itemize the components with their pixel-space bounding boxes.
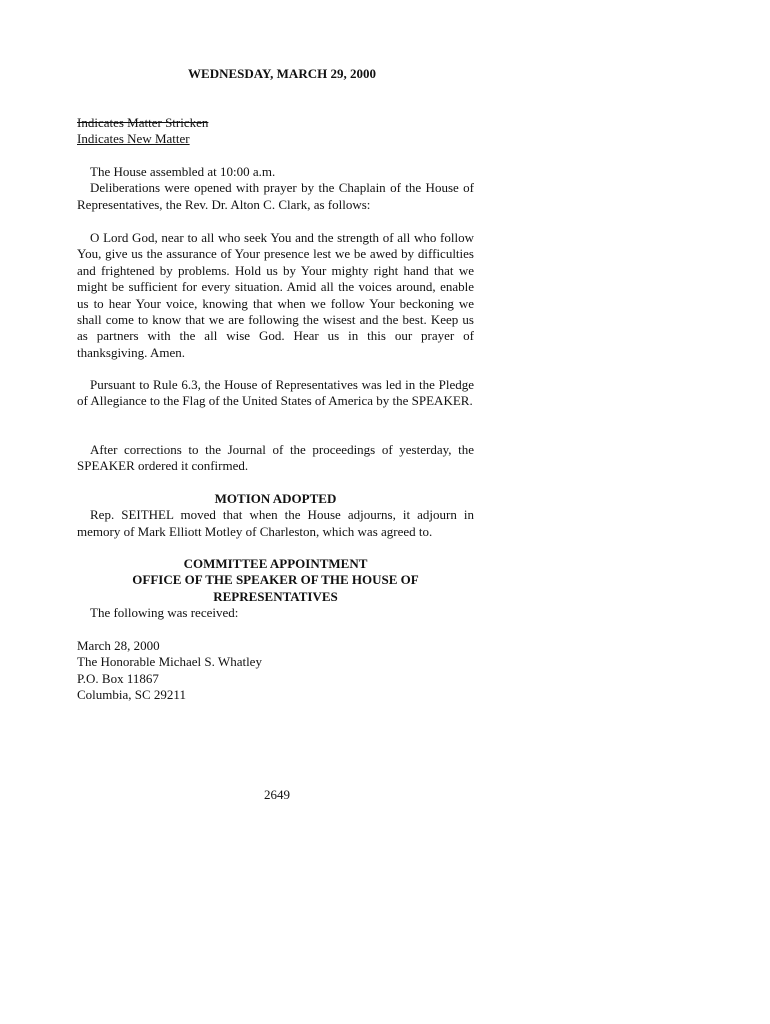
legend [77,115,474,148]
journal-section [77,442,474,475]
committee-heading-line1: COMMITTEE APPOINTMENT [183,556,368,571]
page-date-heading: WEDNESDAY, MARCH 29, 2000 [188,66,376,81]
letter-city: Columbia, SC 29211 [77,687,186,703]
letter-address [77,638,474,704]
letter-date: March 28, 2000 [77,638,160,653]
motion-text: Rep. SEITHEL moved that when the House adjourns, it adjourn in memory of Mark Elliott Motley of Charleston, which was agreed to. [77,507,474,539]
opening-section [77,164,474,213]
pledge-text: Pursuant to Rule 6.3, the House of Representatives was led in the Pledge of Allegiance to the Flag of the United States of America by the SPEAKER. [77,377,474,409]
legend-new-matter: Indicates New Matter [77,131,190,147]
committee-heading-line3: REPRESENTATIVES [213,588,338,604]
page-number: 2649 [264,787,290,802]
prayer-section [77,230,474,361]
motion-section [77,491,474,540]
motion-heading: MOTION ADOPTED [214,491,337,506]
prayer-intro-text: Deliberations were opened with prayer by the Chaplain of the House of Representatives, the Rev. Dr. Alton C. Clark, as follows: [77,180,474,212]
pledge-section [77,377,474,410]
committee-received-text: The following was received: [90,605,239,621]
committee-heading-line2: OFFICE OF THE SPEAKER OF THE HOUSE OF [132,572,419,588]
journal-text: After corrections to the Journal of the proceedings of yesterday, the SPEAKER ordered it confirmed. [77,442,474,474]
letter-addressee: The Honorable Michael S. Whatley [77,654,262,670]
legend-stricken: Indicates Matter Stricken [77,115,209,130]
house-assembled-text: The House assembled at 10:00 a.m. [90,164,276,179]
committee-section [77,556,474,622]
letter-po-box: P.O. Box 11867 [77,670,159,686]
prayer-text: O Lord God, near to all who seek You and the strength of all who follow You, give us the assurance of Your presence lest we be awed by difficulties and frightened by problems. Hold us by Your mighty right hand that we might be sufficient for every situation. Amid all the voices around, enable us to hear Your voice, knowing that when we follow Your beckoning we shall come to know that we are following the wisest and the best. Keep us as partners with the all wise God. Hear us in this our prayer of thanksgiving. Amen. [77,230,474,360]
